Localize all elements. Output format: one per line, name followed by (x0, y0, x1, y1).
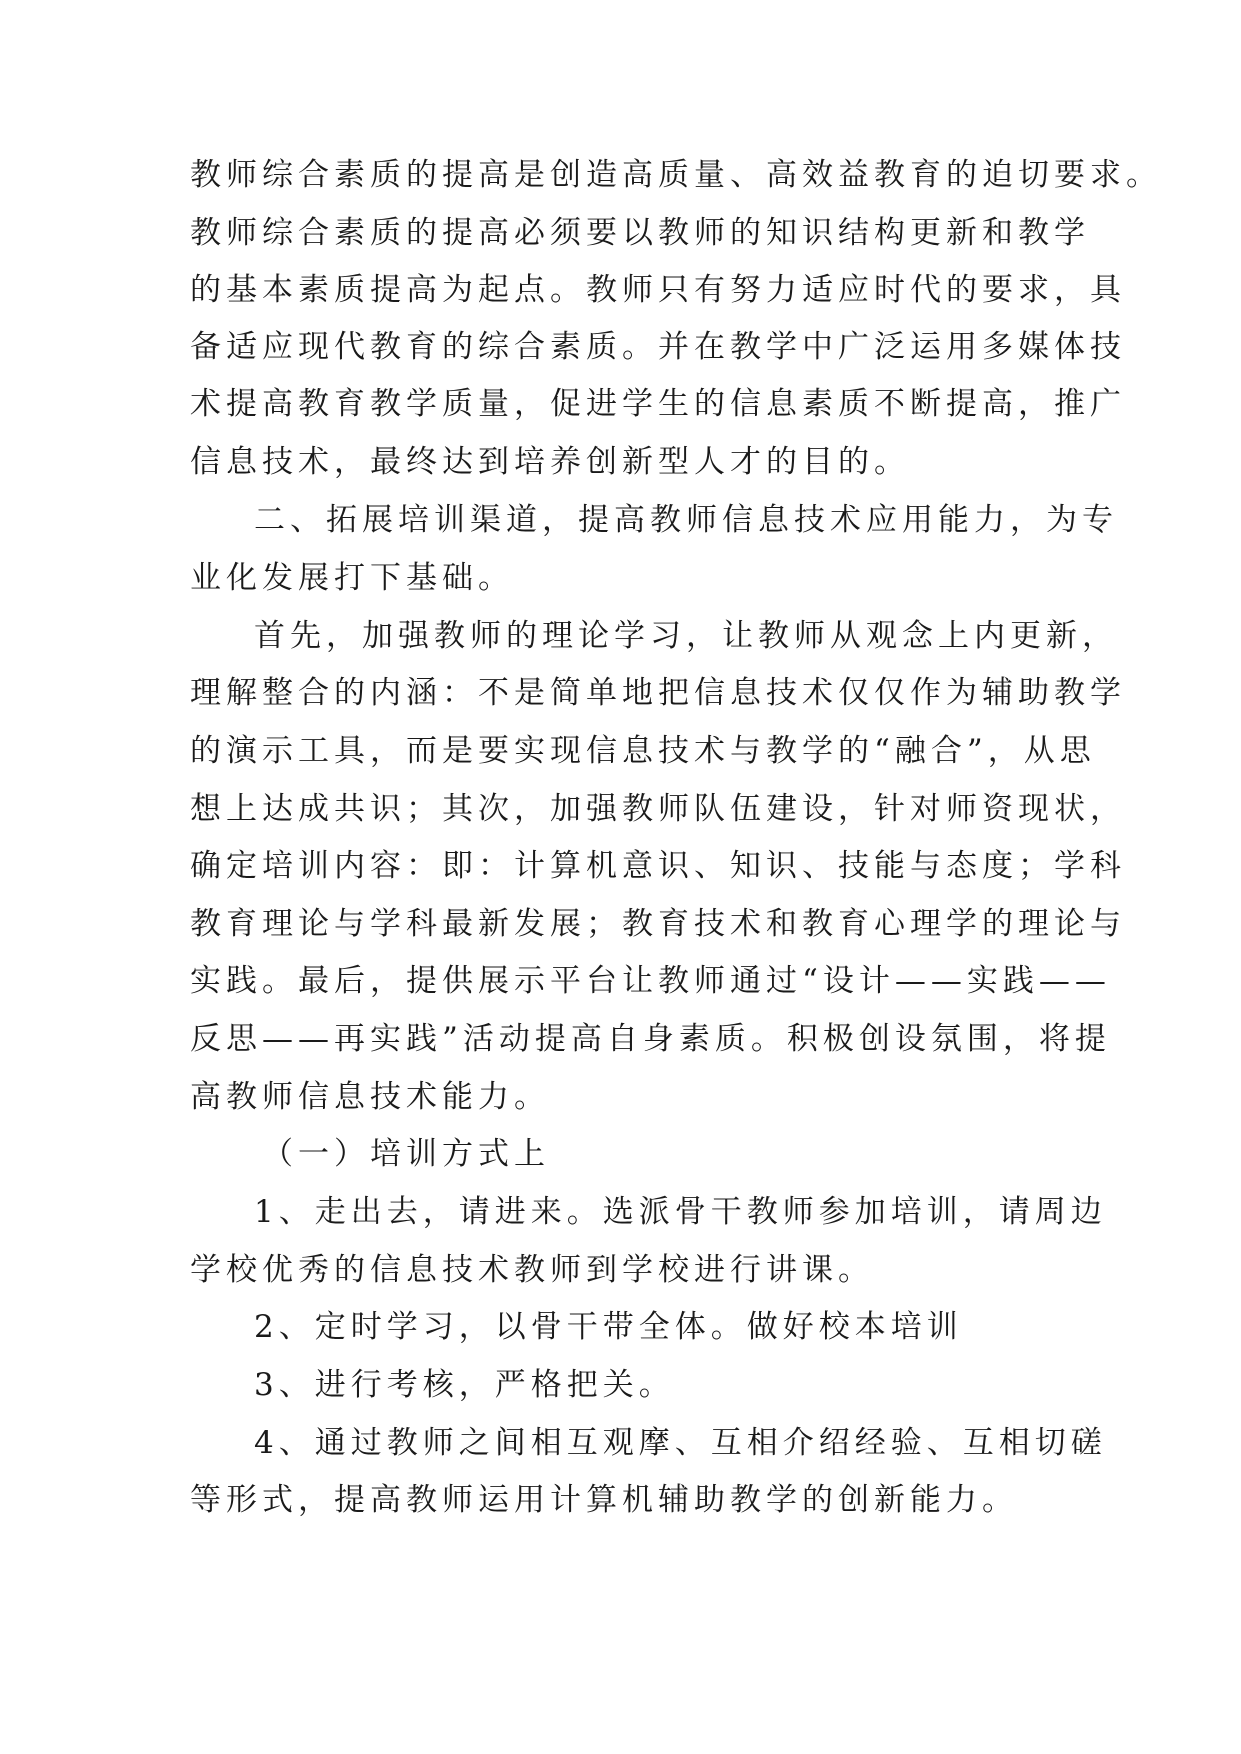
text-line: 高教师信息技术能力。 (190, 1079, 550, 1115)
text-line: 教师综合素质的提高必须要以教师的知识结构更新和教学 (190, 215, 1090, 251)
text-line: 实践。最后，提供展示平台让教师通过“设计——实践—— (190, 963, 1111, 999)
subsection-heading: （一）培训方式上 (262, 1136, 550, 1172)
list-item: 1、走出去，请进来。选派骨干教师参加培训，请周边 (254, 1194, 1107, 1230)
text-line: 想上达成共识；其次，加强教师队伍建设，针对师资现状， (190, 791, 1126, 827)
text-line: 首先，加强教师的理论学习，让教师从观念上内更新， (254, 618, 1118, 654)
section-heading: 二、拓展培训渠道，提高教师信息技术应用能力，为专 (254, 502, 1118, 538)
text-line: 术提高教育教学质量，促进学生的信息素质不断提高，推广 (190, 386, 1126, 422)
text-line: 的演示工具，而是要实现信息技术与教学的“融合”，从思 (190, 733, 1096, 769)
text-line: 理解整合的内涵：不是简单地把信息技术仅仅作为辅助教学 (190, 675, 1126, 711)
text-line: 信息技术，最终达到培养创新型人才的目的。 (190, 444, 910, 480)
text-line: 确定培训内容：即：计算机意识、知识、技能与态度；学科 (190, 848, 1126, 884)
text-line: 的基本素质提高为起点。教师只有努力适应时代的要求，具 (190, 272, 1126, 308)
text-line: 业化发展打下基础。 (190, 560, 514, 596)
text-line: 备适应现代教育的综合素质。并在教学中广泛运用多媒体技 (190, 329, 1126, 365)
list-item: 3、进行考核，严格把关。 (254, 1367, 675, 1403)
text-line: 学校优秀的信息技术教师到学校进行讲课。 (190, 1252, 874, 1288)
text-line: 教育理论与学科最新发展；教育技术和教育心理学的理论与 (190, 906, 1126, 942)
list-item: 2、定时学习，以骨干带全体。做好校本培训 (254, 1309, 963, 1345)
list-item: 4、通过教师之间相互观摩、互相介绍经验、互相切磋 (254, 1425, 1107, 1461)
text-line: 教师综合素质的提高是创造高质量、高效益教育的迫切要求。 (190, 157, 1162, 193)
text-line: 反思——再实践”活动提高自身素质。积极创设氛围，将提 (190, 1021, 1111, 1057)
text-line: 等形式，提高教师运用计算机辅助教学的创新能力。 (190, 1482, 1018, 1518)
